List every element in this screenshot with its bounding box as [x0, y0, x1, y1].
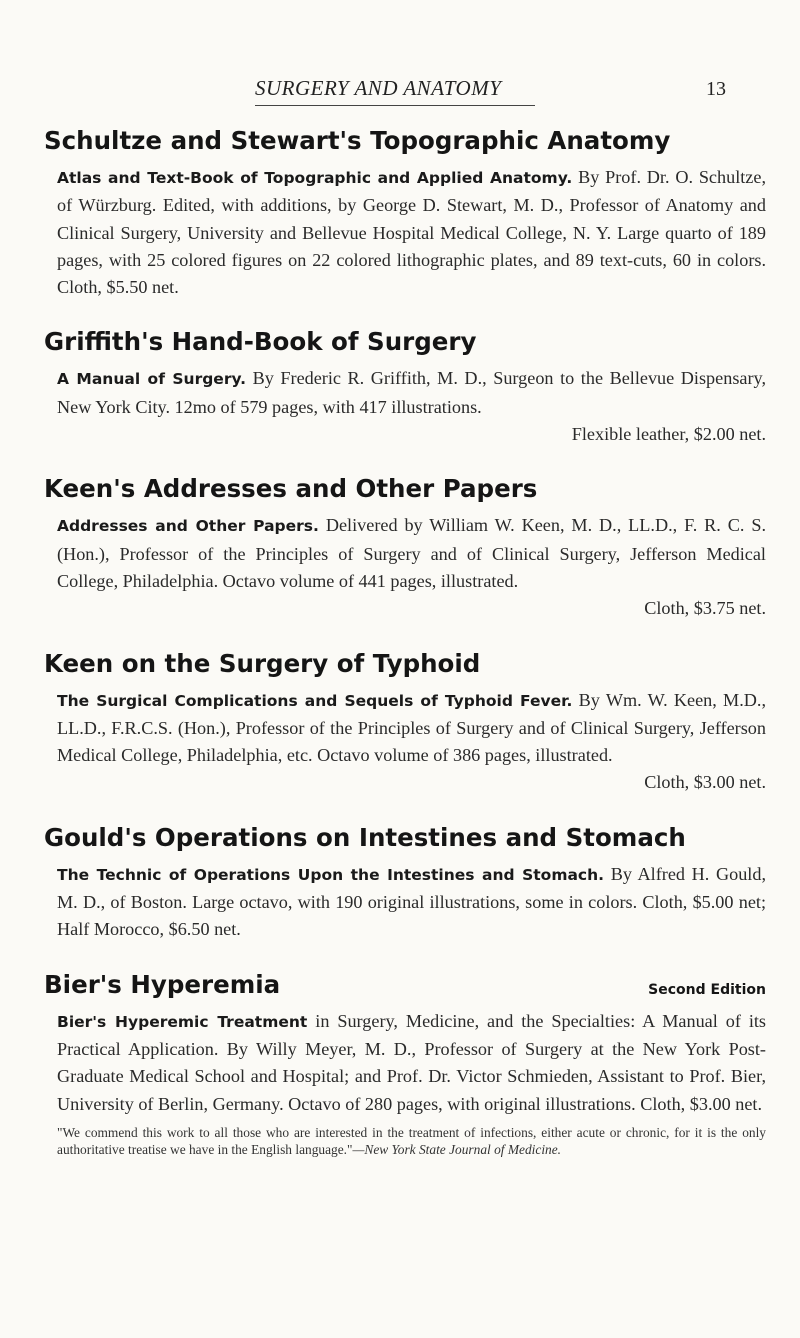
book-heading: Schultze and Stewart's Topographic Anatomy — [44, 126, 671, 155]
book-subtitle: Addresses and Other Papers. — [57, 517, 319, 536]
book-details: By Prof. Dr. O. Schultze, of Würzburg. Edited, with additions, by George D. Stewart, M. D., Professor of Anatomy and Clinical Surgery, University and Bellevue Hospital Medical College, N. Y. Large quarto of 189 pages, with 25 colored figures on 22 colored lithographic plates, and 89 text-cuts, 60 in colors. Cloth, $5.50 net. — [57, 167, 766, 298]
book-description — [57, 365, 766, 448]
book-subtitle: A Manual of Surgery. — [57, 370, 247, 389]
running-head-rule — [255, 105, 535, 106]
book-subtitle: Bier's Hyperemic Treatment — [57, 1012, 308, 1031]
book-entry-bier — [44, 968, 766, 1158]
edition-label: Second Edition — [648, 981, 766, 998]
book-subtitle: The Surgical Complications and Sequels of Typhoid Fever. — [57, 691, 573, 710]
book-price: Cloth, $3.75 net. — [644, 598, 766, 619]
book-details: Delivered by William W. Keen, M. D., LL.D., F. R. C. S. (Hon.), Professor of the Principles of Surgery and of Clinical Surgery, Jefferson Medical College, Philadelphia. Octavo volume of 441 pages, illustrated. — [57, 515, 767, 591]
book-details: in Surgery, Medicine, and the Specialties: A Manual of its Practical Application. By Willy Meyer, M. D., Professor of Surgery at the New York Post-Graduate Medical School and Hospital; and Prof. Dr. Victor Schmieden, Assistant to Prof. Bier, University of Berlin, Germany. Octavo of 280 pages, with original illustrations. Cloth, $3.00 net. — [57, 1010, 766, 1114]
book-description — [57, 861, 766, 944]
book-heading: Griffith's Hand-Book of Surgery — [44, 327, 477, 357]
review-quote — [57, 1124, 766, 1158]
book-entry-griffith — [44, 325, 766, 448]
book-details: By Alfred H. Gould, M. D., of Boston. Large octavo, with 190 original illustrations, some in colors. Cloth, $5.00 net; Half Morocco, $6.50 net. — [57, 863, 766, 940]
book-entry-keen-addresses — [44, 472, 766, 622]
catalog-listing — [44, 124, 766, 1182]
book-price: Cloth, $3.00 net. — [644, 772, 766, 793]
book-subtitle: The Technic of Operations Upon the Intestines and Stomach. — [57, 865, 605, 884]
book-heading: Keen's Addresses and Other Papers — [44, 474, 538, 504]
book-details: By Frederic R. Griffith, M. D., Surgeon to the Bellevue Dispensary, New York City. 12mo of 579 pages, with 417 illustrations. — [57, 368, 766, 417]
book-subtitle: Atlas and Text-Book of Topographic and Applied Anatomy. — [57, 169, 573, 187]
book-entry-schultze — [44, 124, 766, 301]
book-description — [57, 687, 766, 797]
book-entry-gould — [44, 821, 766, 944]
book-heading — [44, 968, 766, 1002]
book-heading-text: Bier's Hyperemia — [44, 969, 281, 999]
page-number: 13 — [706, 78, 726, 100]
book-description — [57, 1008, 766, 1118]
book-details: By Wm. W. Keen, M.D., LL.D., F.R.C.S. (Hon.), Professor of the Principles of Surgery and of Clinical Surgery, Jefferson Medical College, Philadelphia, etc. Octavo volume of 386 pages, illustrated. — [57, 689, 766, 766]
book-price: Flexible leather, $2.00 net. — [571, 424, 766, 445]
book-entry-keen-typhoid — [44, 647, 766, 797]
book-description — [57, 512, 766, 622]
book-description — [57, 164, 766, 301]
book-heading: Keen on the Surgery of Typhoid — [44, 648, 481, 678]
running-head — [0, 76, 800, 106]
quote-text: "We commend this work to all those who are interested in the treatment of infections, either acute or chronic, for it is the only authoritative treatise we have in the English language." — [57, 1124, 766, 1157]
running-head-title: SURGERY AND ANATOMY — [255, 76, 502, 100]
book-heading: Gould's Operations on Intestines and Stomach — [44, 822, 686, 852]
quote-source: —New York State Journal of Medicine. — [352, 1141, 562, 1157]
